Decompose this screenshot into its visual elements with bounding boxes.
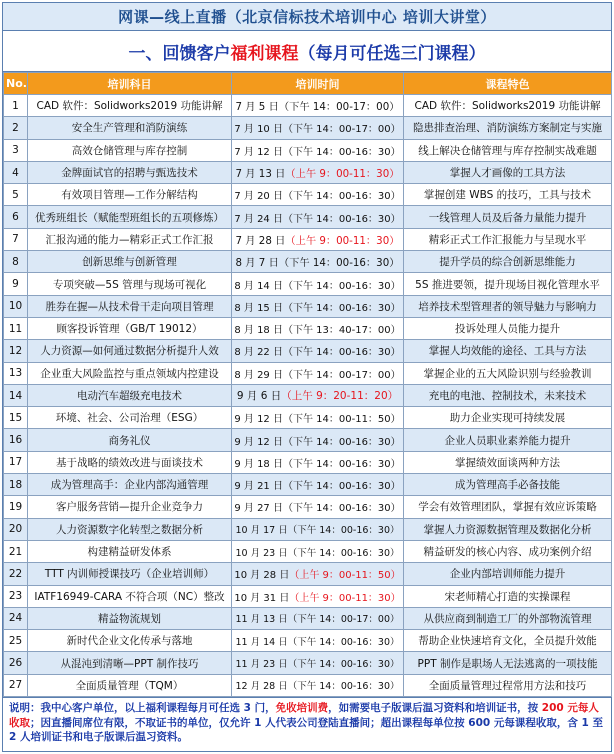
course-period: （下午 14：00-16：30） bbox=[282, 213, 401, 225]
section-title bbox=[3, 31, 611, 72]
row-number: 4 bbox=[12, 166, 19, 179]
cell-time bbox=[232, 674, 404, 696]
course-period: （下午 14：00-16：30） bbox=[282, 436, 401, 448]
cell-no bbox=[4, 362, 28, 384]
cell-feature bbox=[404, 95, 612, 117]
cell-no bbox=[4, 474, 28, 496]
cell-time bbox=[232, 429, 404, 451]
course-period: （下午 14：00-17：00） bbox=[282, 124, 401, 136]
header-subject: 培训科目 bbox=[28, 73, 232, 95]
cell-subject bbox=[28, 652, 232, 674]
course-date: 8 月 15 日 bbox=[234, 302, 283, 314]
row-number: 20 bbox=[8, 523, 23, 536]
cell-feature bbox=[404, 184, 612, 206]
course-date: 7 月 10 日 bbox=[234, 124, 283, 136]
table-row bbox=[4, 362, 612, 384]
table-row bbox=[4, 429, 612, 451]
course-period: （下午 14：00-16：30） bbox=[287, 525, 400, 537]
course-period: （下午 14：00-16：30） bbox=[282, 458, 401, 470]
course-subject: TTT 内训师授课技巧（企业培训师） bbox=[44, 568, 215, 581]
course-feature: 隐患排查治理、消防演练方案制定与实施 bbox=[413, 122, 602, 135]
cell-no bbox=[4, 407, 28, 429]
cell-time bbox=[232, 630, 404, 652]
course-feature: 全面质量管理过程常用方法和技巧 bbox=[428, 679, 587, 692]
course-subject: 汇报沟通的能力—精彩正式工作汇报 bbox=[45, 233, 214, 246]
cell-feature bbox=[404, 251, 612, 273]
cell-time bbox=[232, 563, 404, 585]
cell-subject bbox=[28, 474, 232, 496]
course-feature: CAD 软件：Solidworks2019 功能讲解 bbox=[414, 100, 601, 113]
course-feature: 企业内部培训师能力提升 bbox=[449, 568, 566, 581]
cell-time bbox=[232, 206, 404, 228]
course-subject: 企业重大风险监控与重点领域内控建设 bbox=[40, 367, 219, 380]
course-date: 7 月 5 日 bbox=[235, 101, 279, 114]
course-date: 9 月 12 日 bbox=[234, 414, 283, 426]
course-date: 11 月 14 日 bbox=[235, 636, 288, 648]
table-row bbox=[4, 518, 612, 540]
cell-subject bbox=[28, 518, 232, 540]
course-subject: 人力资源—如何通过数据分析提升人效 bbox=[40, 345, 219, 358]
cell-time bbox=[232, 518, 404, 540]
cell-subject bbox=[28, 317, 232, 339]
table-row bbox=[4, 451, 612, 473]
cell-time bbox=[232, 407, 404, 429]
table-row bbox=[4, 317, 612, 339]
cell-subject bbox=[28, 429, 232, 451]
cell-feature bbox=[404, 630, 612, 652]
cell-feature bbox=[404, 206, 612, 228]
row-number: 12 bbox=[8, 344, 23, 357]
course-subject: 安全生产管理和消防演练 bbox=[71, 122, 188, 135]
cell-feature bbox=[404, 161, 612, 183]
course-feature: 掌握人均效能的途径、工具与方法 bbox=[428, 345, 587, 358]
cell-feature bbox=[404, 563, 612, 585]
course-period: （下午 14：00-16：30） bbox=[282, 302, 401, 314]
table-row bbox=[4, 340, 612, 362]
course-feature: 掌握绩效面谈两种方法 bbox=[455, 456, 560, 469]
course-subject: 人力资源数字化转型之数据分析 bbox=[56, 523, 203, 536]
course-period: （下午 14：00-16：30） bbox=[282, 191, 401, 203]
cell-feature bbox=[404, 674, 612, 696]
cell-feature bbox=[404, 407, 612, 429]
cell-feature bbox=[404, 518, 612, 540]
course-date: 7 月 13 日 bbox=[235, 168, 286, 181]
cell-no bbox=[4, 496, 28, 518]
course-subject: 新时代企业文化传承与落地 bbox=[66, 635, 193, 648]
course-date: 10 月 17 日 bbox=[235, 525, 288, 537]
course-feature: 宋老师精心打造的实操课程 bbox=[444, 590, 571, 603]
table-row bbox=[4, 295, 612, 317]
row-number: 1 bbox=[12, 99, 19, 112]
table-row bbox=[4, 206, 612, 228]
cell-time bbox=[232, 362, 404, 384]
course-date: 11 月 23 日 bbox=[235, 659, 288, 671]
table-row bbox=[4, 228, 612, 250]
course-feature: 成为管理高手必备技能 bbox=[455, 479, 560, 492]
table-row bbox=[4, 407, 612, 429]
course-feature: 企业人员职业素养能力提升 bbox=[444, 434, 571, 447]
cell-feature bbox=[404, 384, 612, 406]
cell-subject bbox=[28, 117, 232, 139]
cell-feature bbox=[404, 652, 612, 674]
row-number: 2 bbox=[12, 121, 19, 134]
course-period: （下午 14：00-16：30） bbox=[282, 503, 401, 515]
course-period: （下午 14：00-17：00） bbox=[287, 614, 400, 626]
cell-feature bbox=[404, 228, 612, 250]
cell-no bbox=[4, 384, 28, 406]
row-number: 14 bbox=[8, 389, 23, 402]
course-period: （上午 9：00-11：30） bbox=[289, 592, 401, 604]
cell-no bbox=[4, 340, 28, 362]
course-feature: 学会有效管理团队，掌握有效应诉策略 bbox=[418, 501, 597, 514]
course-subject: 创新思维与创新管理 bbox=[82, 256, 177, 269]
cell-no bbox=[4, 518, 28, 540]
cell-no bbox=[4, 451, 28, 473]
course-subject: 成为管理高手：企业内部沟通管理 bbox=[50, 479, 209, 492]
cell-feature bbox=[404, 273, 612, 295]
cell-no bbox=[4, 585, 28, 607]
header-time: 培训时间 bbox=[232, 73, 404, 95]
cell-subject bbox=[28, 407, 232, 429]
cell-no bbox=[4, 429, 28, 451]
table-row bbox=[4, 674, 612, 696]
course-feature: 一线管理人员及后备力量能力提升 bbox=[428, 211, 587, 224]
section-title-prefix: 一、回馈客户 bbox=[128, 43, 231, 64]
cell-time bbox=[232, 228, 404, 250]
note-part-5: ；因直播间席位有限，不取证书的单位，仅允许 1 人代表公司登陆直播间；超出课程每单位按 600 元每课程收取，含 1 至 2 人培训证书和电子版课后温习资料。 bbox=[9, 716, 603, 744]
cell-time bbox=[232, 161, 404, 183]
course-subject: 胜券在握—从技术骨干走向项目管理 bbox=[45, 300, 214, 313]
course-period: （下午 14：00-16：30） bbox=[282, 146, 401, 158]
course-feature: 投诉处理人员能力提升 bbox=[455, 323, 560, 336]
cell-time bbox=[232, 540, 404, 562]
table-row bbox=[4, 273, 612, 295]
cell-no bbox=[4, 228, 28, 250]
course-date: 9 月 12 日 bbox=[234, 436, 283, 448]
header-no: No. bbox=[4, 73, 28, 95]
table-header-row bbox=[4, 73, 612, 95]
course-date: 9 月 27 日 bbox=[234, 503, 283, 515]
row-number: 6 bbox=[12, 211, 19, 224]
cell-subject bbox=[28, 540, 232, 562]
cell-subject bbox=[28, 139, 232, 161]
row-number: 9 bbox=[12, 278, 19, 291]
note-fee-per-person: 200 元每人收取 bbox=[9, 702, 599, 729]
course-subject: IATF16949-CARA 不符合项（NC）整改 bbox=[34, 590, 225, 603]
course-date: 10 月 23 日 bbox=[235, 547, 288, 559]
table-row bbox=[4, 563, 612, 585]
course-feature: 掌握企业的五大风险识别与经验教训 bbox=[423, 367, 592, 380]
header-feature: 课程特色 bbox=[404, 73, 612, 95]
cell-no bbox=[4, 674, 28, 696]
course-date: 9 月 21 日 bbox=[234, 481, 283, 493]
course-period: （下午 14：00-16：30） bbox=[287, 681, 400, 693]
course-period: （下午 14：00-16：30） bbox=[287, 659, 400, 671]
course-feature: 培养技术型管理者的领导魅力与影响力 bbox=[418, 300, 597, 313]
cell-no bbox=[4, 540, 28, 562]
row-number: 26 bbox=[8, 657, 23, 670]
row-number: 21 bbox=[8, 545, 23, 558]
course-date: 8 月 7 日 bbox=[235, 257, 279, 270]
course-period: （下午 14：00-16：30） bbox=[287, 547, 400, 559]
table-row bbox=[4, 117, 612, 139]
course-subject: 客户服务营销—提升企业竞争力 bbox=[56, 501, 203, 514]
cell-subject bbox=[28, 630, 232, 652]
cell-subject bbox=[28, 273, 232, 295]
cell-time bbox=[232, 384, 404, 406]
course-feature: 掌握人力资源数据管理及数据化分析 bbox=[423, 523, 592, 536]
course-date: 9 月 6 日 bbox=[236, 390, 282, 402]
course-subject: 顾客投诉管理（GB/T 19012） bbox=[56, 323, 203, 336]
course-period: （下午 14：00-16：30） bbox=[282, 481, 401, 493]
course-period: （上午 9：20-11：20） bbox=[281, 390, 399, 402]
course-date: 8 月 18 日 bbox=[234, 325, 283, 337]
course-period: （下午 14：00-16：30） bbox=[282, 347, 401, 359]
cell-feature bbox=[404, 585, 612, 607]
course-date: 7 月 28 日 bbox=[235, 234, 286, 247]
cell-time bbox=[232, 474, 404, 496]
row-number: 24 bbox=[8, 612, 23, 625]
cell-no bbox=[4, 295, 28, 317]
cell-time bbox=[232, 273, 404, 295]
cell-subject bbox=[28, 161, 232, 183]
cell-no bbox=[4, 251, 28, 273]
table-row bbox=[4, 540, 612, 562]
cell-subject bbox=[28, 206, 232, 228]
footnote bbox=[3, 697, 611, 754]
cell-no bbox=[4, 206, 28, 228]
course-period: （下午 13：40-17：00） bbox=[282, 325, 401, 337]
cell-time bbox=[232, 251, 404, 273]
cell-subject bbox=[28, 184, 232, 206]
table-row bbox=[4, 652, 612, 674]
cell-no bbox=[4, 607, 28, 629]
table-row bbox=[4, 496, 612, 518]
table-row bbox=[4, 384, 612, 406]
course-date: 9 月 18 日 bbox=[234, 458, 283, 470]
cell-no bbox=[4, 630, 28, 652]
cell-subject bbox=[28, 563, 232, 585]
cell-feature bbox=[404, 607, 612, 629]
course-subject: 商务礼仪 bbox=[108, 434, 151, 447]
cell-time bbox=[232, 117, 404, 139]
section-title-highlight: 福利课程 bbox=[230, 43, 299, 64]
cell-time bbox=[232, 652, 404, 674]
row-number: 16 bbox=[8, 434, 23, 447]
table-row bbox=[4, 95, 612, 117]
note-free-fee: 免收培训费 bbox=[275, 702, 329, 715]
course-period: （上午 9：00-11：30） bbox=[285, 234, 400, 247]
row-number: 7 bbox=[12, 233, 19, 246]
cell-subject bbox=[28, 585, 232, 607]
table-row bbox=[4, 161, 612, 183]
cell-feature bbox=[404, 340, 612, 362]
course-subject: 全面质量管理（TQM） bbox=[75, 679, 184, 692]
cell-time bbox=[232, 496, 404, 518]
table-row bbox=[4, 630, 612, 652]
course-feature: 帮助企业快速培育文化，全员提升效能 bbox=[418, 635, 597, 648]
course-period: （下午 14：00-16：30） bbox=[287, 636, 400, 648]
course-feature: 从供应商到制造工厂的外部物流管理 bbox=[423, 612, 592, 625]
course-subject: 金牌面试官的招聘与甄选技术 bbox=[61, 167, 198, 180]
course-date: 7 月 12 日 bbox=[234, 146, 283, 158]
cell-feature bbox=[404, 362, 612, 384]
course-date: 12 月 28 日 bbox=[235, 681, 288, 693]
course-period: （上午 9：00-11：50） bbox=[289, 570, 401, 582]
cell-feature bbox=[404, 429, 612, 451]
course-date: 10 月 31 日 bbox=[234, 592, 290, 604]
cell-feature bbox=[404, 117, 612, 139]
course-period: （下午 14：00-16：30） bbox=[278, 257, 400, 270]
note-part-1: 说明：我中心客户单位，以上福利课程每月可任选 3 门， bbox=[9, 702, 276, 715]
course-subject: 优秀班组长（赋能型班组长的五项修炼） bbox=[35, 211, 224, 224]
cell-subject bbox=[28, 607, 232, 629]
course-subject: 高效仓储管理与库存控制 bbox=[71, 144, 188, 157]
course-subject: 从混沌到清晰—PPT 制作技巧 bbox=[60, 657, 199, 670]
course-period: （下午 14：00-16：30） bbox=[282, 280, 401, 292]
course-feature: 线上解决仓储管理与库存控制实战难题 bbox=[418, 144, 597, 157]
row-number: 25 bbox=[8, 634, 23, 647]
cell-no bbox=[4, 317, 28, 339]
table-row bbox=[4, 585, 612, 607]
course-date: 7 月 24 日 bbox=[234, 213, 283, 225]
course-date: 10 月 28 日 bbox=[234, 570, 290, 582]
cell-time bbox=[232, 340, 404, 362]
cell-no bbox=[4, 161, 28, 183]
row-number: 15 bbox=[8, 411, 23, 424]
course-feature: 提升学员的综合创新思维能力 bbox=[439, 256, 576, 269]
table-row bbox=[4, 607, 612, 629]
course-date: 8 月 22 日 bbox=[234, 347, 283, 359]
cell-time bbox=[232, 317, 404, 339]
cell-feature bbox=[404, 295, 612, 317]
cell-feature bbox=[404, 540, 612, 562]
course-date: 11 月 13 日 bbox=[235, 614, 288, 626]
cell-no bbox=[4, 273, 28, 295]
table-row bbox=[4, 139, 612, 161]
course-date: 7 月 20 日 bbox=[234, 191, 283, 203]
course-subject: 基于战略的绩效改进与面谈技术 bbox=[56, 456, 203, 469]
cell-subject bbox=[28, 496, 232, 518]
cell-time bbox=[232, 451, 404, 473]
cell-subject bbox=[28, 384, 232, 406]
row-number: 23 bbox=[8, 590, 23, 603]
section-title-suffix: （每月可任选三门课程） bbox=[298, 43, 486, 64]
course-feature: PPT 制作是职场人无法逃离的一项技能 bbox=[417, 657, 598, 670]
course-feature: 助力企业实现可持续发展 bbox=[449, 412, 566, 425]
cell-time bbox=[232, 95, 404, 117]
course-period: （下午 14：00-17：00） bbox=[282, 369, 401, 381]
row-number: 11 bbox=[8, 322, 23, 335]
row-number: 13 bbox=[8, 367, 23, 380]
cell-subject bbox=[28, 340, 232, 362]
course-subject: CAD 软件：Solidworks2019 功能讲解 bbox=[36, 100, 223, 113]
cell-time bbox=[232, 184, 404, 206]
row-number: 18 bbox=[8, 478, 23, 491]
table-row bbox=[4, 251, 612, 273]
row-number: 27 bbox=[8, 679, 23, 692]
row-number: 10 bbox=[8, 300, 23, 313]
cell-no bbox=[4, 652, 28, 674]
course-period: （下午 14：00-17：00） bbox=[278, 101, 400, 114]
row-number: 19 bbox=[8, 500, 23, 513]
course-table bbox=[3, 72, 612, 697]
course-sheet bbox=[2, 2, 612, 752]
cell-feature bbox=[404, 451, 612, 473]
cell-no bbox=[4, 95, 28, 117]
course-subject: 精益物流规划 bbox=[98, 612, 161, 625]
course-subject: 专项突破—5S 管理与现场可视化 bbox=[52, 278, 207, 291]
cell-subject bbox=[28, 95, 232, 117]
cell-no bbox=[4, 117, 28, 139]
course-feature: 掌握创建 WBS 的技巧，工具与技术 bbox=[423, 189, 592, 202]
course-date: 8 月 29 日 bbox=[234, 369, 283, 381]
row-number: 8 bbox=[12, 255, 19, 268]
course-subject: 环境、社会、公司治理（ESG） bbox=[55, 412, 204, 425]
row-number: 22 bbox=[8, 567, 23, 580]
cell-no bbox=[4, 139, 28, 161]
cell-time bbox=[232, 139, 404, 161]
course-subject: 有效项目管理—工作分解结构 bbox=[61, 189, 198, 202]
cell-no bbox=[4, 563, 28, 585]
course-subject: 电动汽车超级充电技术 bbox=[77, 390, 182, 402]
table-row bbox=[4, 184, 612, 206]
cell-time bbox=[232, 585, 404, 607]
cell-subject bbox=[28, 674, 232, 696]
cell-feature bbox=[404, 474, 612, 496]
course-period: （下午 14：00-11：50） bbox=[282, 414, 401, 426]
course-feature: 5S 推进要领，提升现场目视化管理水平 bbox=[415, 278, 600, 291]
cell-feature bbox=[404, 139, 612, 161]
cell-no bbox=[4, 184, 28, 206]
row-number: 3 bbox=[12, 144, 19, 157]
course-feature: 精益研发的核心内容、成功案例介绍 bbox=[423, 546, 592, 559]
course-date: 8 月 14 日 bbox=[234, 280, 283, 292]
row-number: 17 bbox=[8, 456, 23, 469]
cell-feature bbox=[404, 496, 612, 518]
note-part-3: ，如需要电子版课后温习资料和培训证书，按 bbox=[328, 702, 542, 715]
cell-subject bbox=[28, 451, 232, 473]
row-number: 5 bbox=[12, 188, 19, 201]
cell-subject bbox=[28, 228, 232, 250]
cell-subject bbox=[28, 362, 232, 384]
course-feature: 充电的电池、控制技术，未来技术 bbox=[428, 390, 587, 402]
banner-title: 网课—线上直播（北京信标技术培训中心 培训大讲堂） bbox=[3, 3, 611, 31]
cell-feature bbox=[404, 317, 612, 339]
cell-time bbox=[232, 295, 404, 317]
course-period: （上午 9：00-11：30） bbox=[285, 168, 400, 181]
course-feature: 精彩正式工作汇报能力与呈现水平 bbox=[428, 233, 587, 246]
cell-time bbox=[232, 607, 404, 629]
cell-subject bbox=[28, 295, 232, 317]
course-feature: 掌握人才画像的工具方法 bbox=[449, 167, 566, 180]
table-row bbox=[4, 474, 612, 496]
course-subject: 构建精益研发体系 bbox=[87, 546, 172, 559]
cell-subject bbox=[28, 251, 232, 273]
